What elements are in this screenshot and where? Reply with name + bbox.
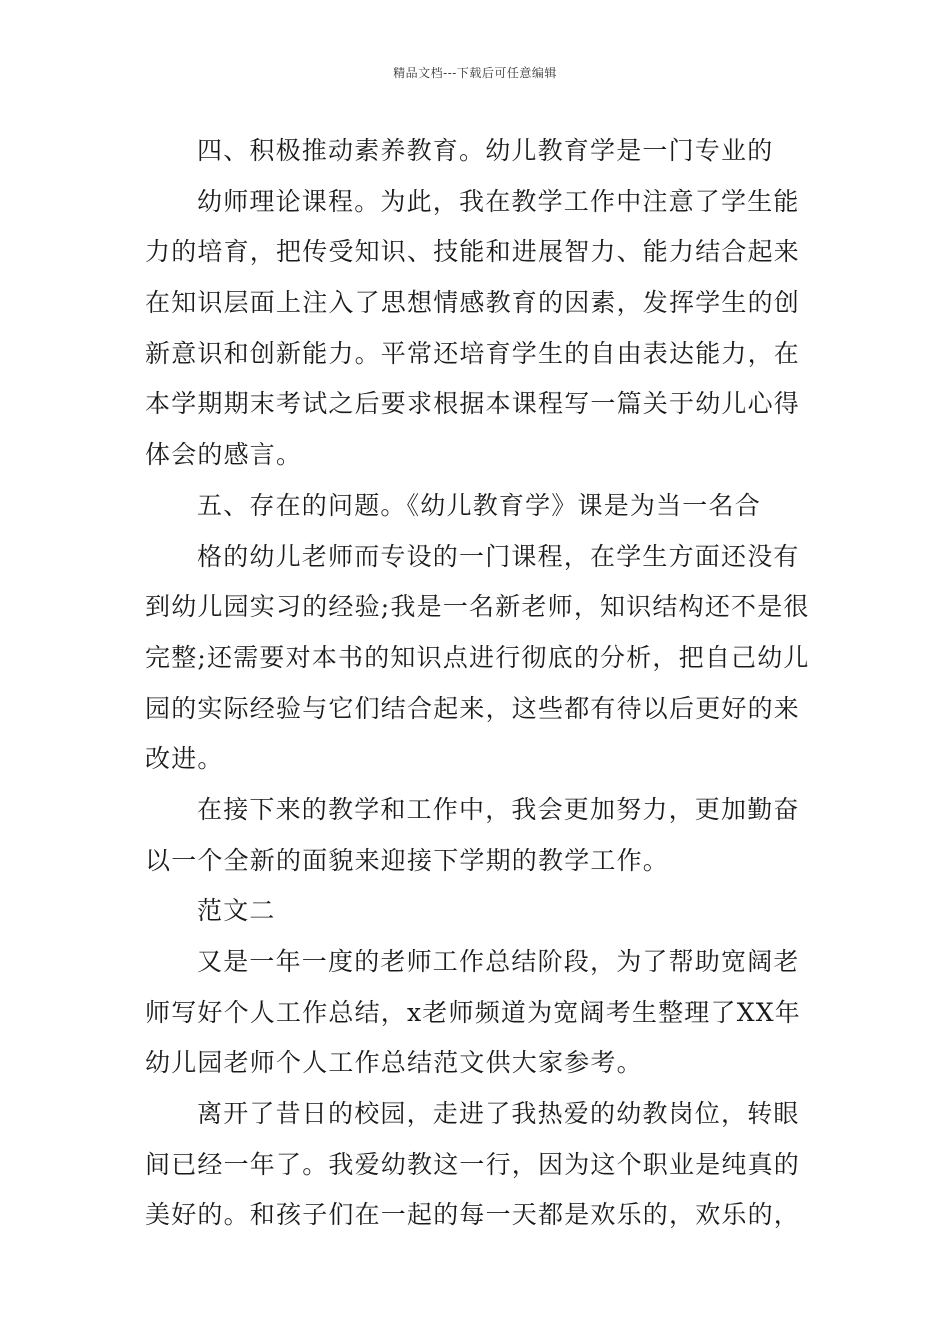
paragraph-line: 在知识层面上注入了思想情感教育的因素，发挥学生的创 <box>145 288 801 318</box>
paragraph-line: 在接下来的教学和工作中，我会更加努力，更加勤奋 <box>197 794 800 824</box>
document-body <box>145 126 810 1241</box>
paragraph-line: 又是一年一度的老师工作总结阶段，为了帮助宽阔老 <box>197 947 800 976</box>
paragraph-line: 完整;还需要对本书的知识点进行彻底的分析，把自己幼儿 <box>145 642 810 672</box>
paragraph-line: 格的幼儿老师而专设的一门课程，在学生方面还没有 <box>197 541 800 571</box>
paragraph-line: 四、积极推动素养教育。幼儿教育学是一门专业的 <box>197 136 774 165</box>
page-header: 精品文档---下载后可任意编辑 <box>393 66 557 80</box>
paragraph-line: 幼儿园老师个人工作总结范文供大家参考。 <box>145 1048 643 1078</box>
paragraph-line: 以一个全新的面貌来迎接下学期的教学工作。 <box>145 845 670 875</box>
paragraph-line: 力的培育，把传受知识、技能和进展智力、能力结合起来 <box>145 237 801 267</box>
paragraph-line: 间已经一年了。我爱幼教这一行，因为这个职业是纯真的 <box>145 1149 801 1179</box>
paragraph-line: 五、存在的问题。《幼儿教育学》课是为当一名合 <box>197 490 761 520</box>
paragraph-line: 幼师理论课程。为此，我在教学工作中注意了学生能 <box>197 186 800 216</box>
paragraph-line: 园的实际经验与它们结合起来，这些都有待以后更好的来 <box>145 693 801 723</box>
paragraph-line: 离开了昔日的校园，走进了我热爱的幼教岗位，转眼 <box>197 1099 800 1129</box>
paragraph-line: 体会的感言。 <box>145 440 303 470</box>
paragraph-line: 到幼儿园实习的经验;我是一名新老师，知识结构还不是很 <box>145 592 810 622</box>
paragraph-line: 新意识和创新能力。平常还培育学生的自由表达能力，在 <box>145 338 801 368</box>
paragraph-line: 改进。 <box>145 744 224 774</box>
paragraph-line: 师写好个人工作总结，x老师频道为宽阔考生整理了XX年 <box>145 997 801 1027</box>
paragraph-line: 美好的。和孩子们在一起的每一天都是欢乐的，欢乐的， <box>145 1200 801 1230</box>
section-heading: 范文二 <box>197 896 276 926</box>
paragraph-line: 本学期期末考试之后要求根据本课程写一篇关于幼儿心得 <box>145 389 801 419</box>
